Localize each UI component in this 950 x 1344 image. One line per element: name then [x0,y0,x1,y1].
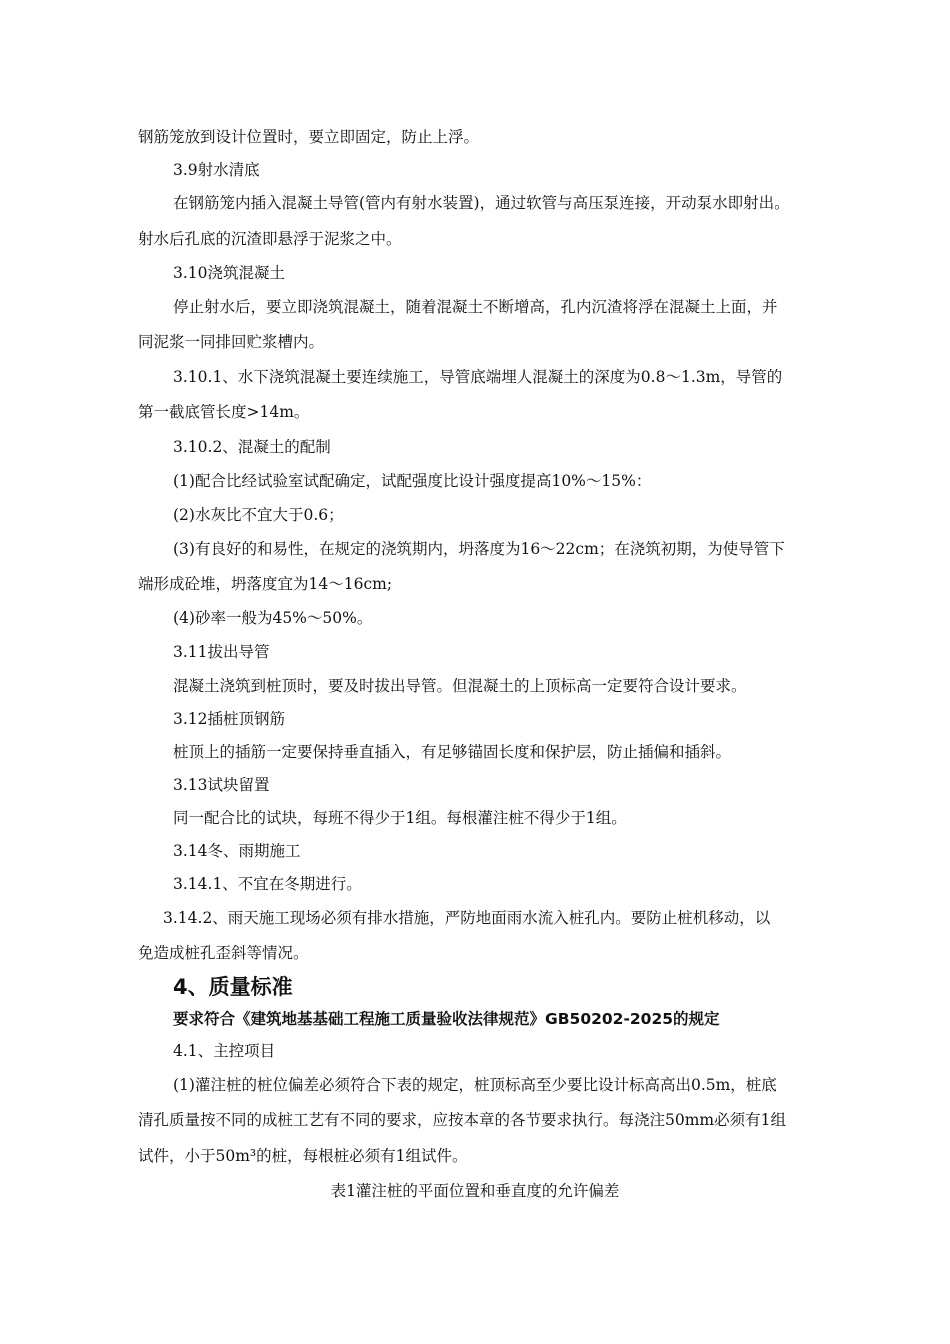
list-item: (1)配合比经试验室试配确定，试配强度比设计强度提高10%～15%： [173,472,652,490]
paragraph-line: 试件，小于50m³的桩，每根桩必须有1组试件。 [138,1147,468,1165]
paragraph-line: 3.10.1、水下浇筑混凝土要连续施工，导管底端埋人混凝土的深度为0.8～1.3m，导管的 [173,368,783,386]
paragraph-line: 端形成砼堆，坍落度宜为14～16cm; [138,575,393,593]
list-item: (3)有良好的和易性，在规定的浇筑期内，坍落度为16～22cm；在浇筑初期，为使导管下 [173,540,785,558]
section-3-12-title: 3.12插桩顶钢筋 [173,710,286,728]
paragraph-line: 3.14.2、雨天施工现场必须有排水措施，严防地面雨水流入桩孔内。要防止桩机移动，以 [163,909,771,927]
paragraph-line: 清孔质量按不同的成桩工艺有不同的要求，应按本章的各节要求执行。每浇注50mm必须有1组 [138,1111,786,1129]
section-3-9-title: 3.9射水清底 [173,161,260,179]
section-3-14-title: 3.14冬、雨期施工 [173,842,301,860]
section-3-13-title: 3.13试块留置 [173,776,270,794]
list-item: (4)砂率一般为45%～50%。 [173,609,373,627]
paragraph-line: 第一截底管长度>14m。 [138,403,310,421]
paragraph-line: 同一配合比的试块，每班不得少于1组。每根灌注桩不得少于1组。 [173,809,627,827]
table-caption: 表1灌注桩的平面位置和垂直度的允许偏差 [330,1182,620,1200]
paragraph-line: 钢筋笼放到设计位置时，要立即固定，防止上浮。 [138,128,480,146]
paragraph-line: 3.14.1、不宜在冬期进行。 [173,875,362,893]
section-3-11-title: 3.11拔出导管 [173,643,270,661]
paragraph-line: 在钢筋笼内插入混凝土导管(管内有射水装置)，通过软管与高压泵连接，开动泵水即射出。 [173,194,790,212]
section-4-heading: 4、质量标准 [173,975,293,999]
paragraph-line: 停止射水后，要立即浇筑混凝土，随着混凝土不断增高，孔内沉渣将浮在混凝土上面，并 [173,298,778,316]
paragraph-line: 同泥浆一同排回贮浆槽内。 [138,333,325,351]
standard-reference: 要求符合《建筑地基基础工程施工质量验收法律规范》GB50202-2025的规定 [173,1010,720,1028]
list-item: (2)水灰比不宜大于0.6； [173,506,344,524]
section-3-10-title: 3.10浇筑混凝土 [173,264,286,282]
paragraph-line: 免造成桩孔歪斜等情况。 [138,944,309,962]
paragraph-line: 桩顶上的插筋一定要保持垂直插入，有足够锚固长度和保护层，防止插偏和插斜。 [173,743,732,761]
paragraph-line: (1)灌注桩的桩位偏差必须符合下表的规定，桩顶标高至少要比设计标高高出0.5m，桩底 [173,1076,777,1094]
paragraph-line: 射水后孔底的沉渣即悬浮于泥浆之中。 [138,230,402,248]
section-4-1-title: 4.1、主控项目 [173,1042,276,1060]
section-3-10-2-title: 3.10.2、混凝土的配制 [173,438,331,456]
paragraph-line: 混凝土浇筑到桩顶时，要及时拔出导管。但混凝土的上顶标高一定要符合设计要求。 [173,677,747,695]
